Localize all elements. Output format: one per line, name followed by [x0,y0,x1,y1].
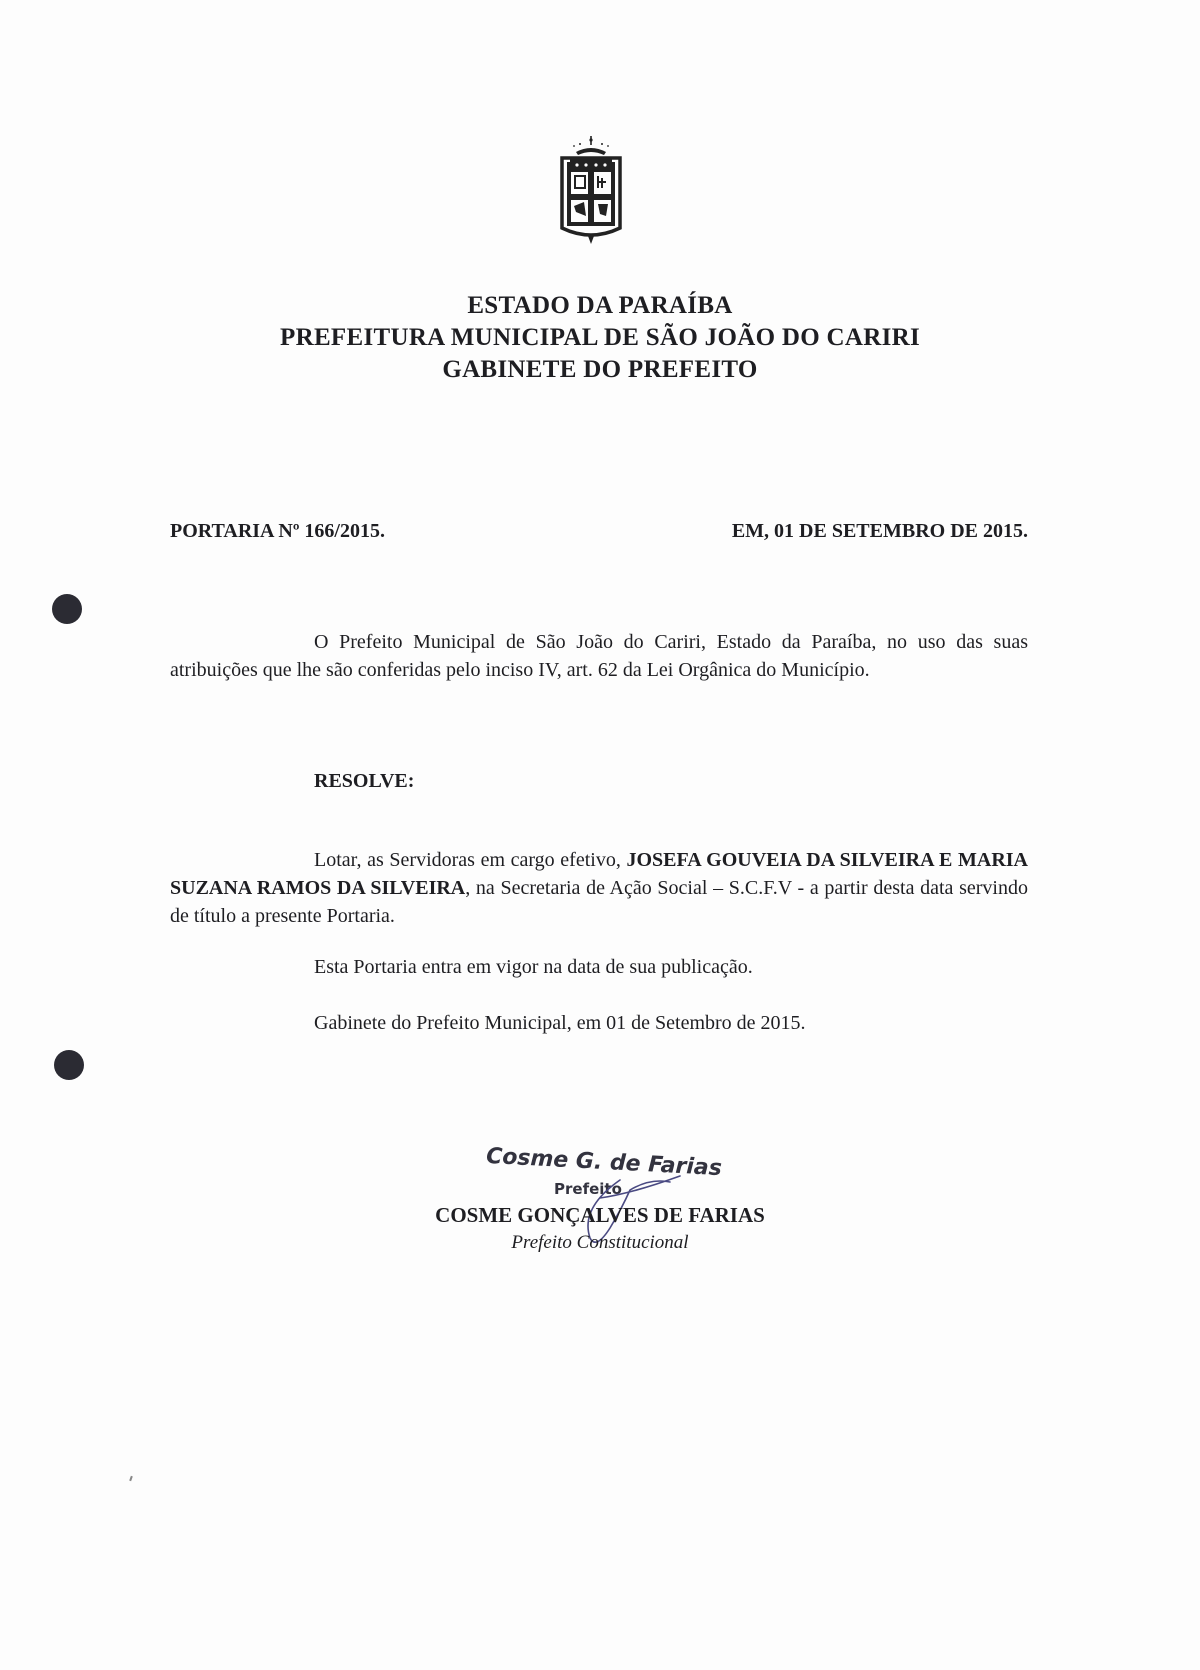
signatory-name: COSME GONÇALVES DE FARIAS [435,1203,765,1227]
punch-hole [54,1050,84,1080]
office-heading: GABINETE DO PREFEITO [442,356,758,383]
assigned-employees: JOSEFA GOUVEIA DA SILVEIRA E MARIA SUZANA RAMOS DA SILVEIRA [170,849,1028,899]
signature-stamp-role: Prefeito [554,1180,622,1198]
municipality-heading: PREFEITURA MUNICIPAL DE SÃO JOÃO DO CARIRI [280,324,920,351]
resolve-heading: RESOLVE: [314,770,415,792]
intro-paragraph: O Prefeito Municipal de São João do Cariri, Estado da Paraíba, no uso das suas atribuições que lhe são conferidas pelo inciso IV, art. 62 da Lei Orgânica do Município. [170,631,1028,681]
closing-paragraph: Gabinete do Prefeito Municipal, em 01 de Setembro de 2015. [314,1012,806,1034]
letterhead [0,290,1200,386]
signature-stamp-name: Cosme G. de Farias [485,1143,723,1182]
assignment-suffix: , na Secretaria de Ação Social – S.C.F.V - a partir desta data servindo de título a presente Portaria. [170,877,1028,927]
assignment-prefix: Lotar, as Servidoras em cargo efetivo, [314,849,627,871]
coat-of-arms-emblem [548,136,634,256]
signatory-title: Prefeito Constitucional [511,1232,689,1253]
portaria-date: EM, 01 DE SETEMBRO DE 2015. [731,520,1028,542]
paper-speck [129,1476,133,1481]
assignment-paragraph [170,846,1028,930]
punch-hole [52,594,82,624]
state-heading: ESTADO DA PARAÍBA [467,292,733,319]
effective-date-paragraph: Esta Portaria entra em vigor na data de sua publicação. [314,956,753,978]
portaria-number: PORTARIA Nº 166/2015. [170,520,385,542]
